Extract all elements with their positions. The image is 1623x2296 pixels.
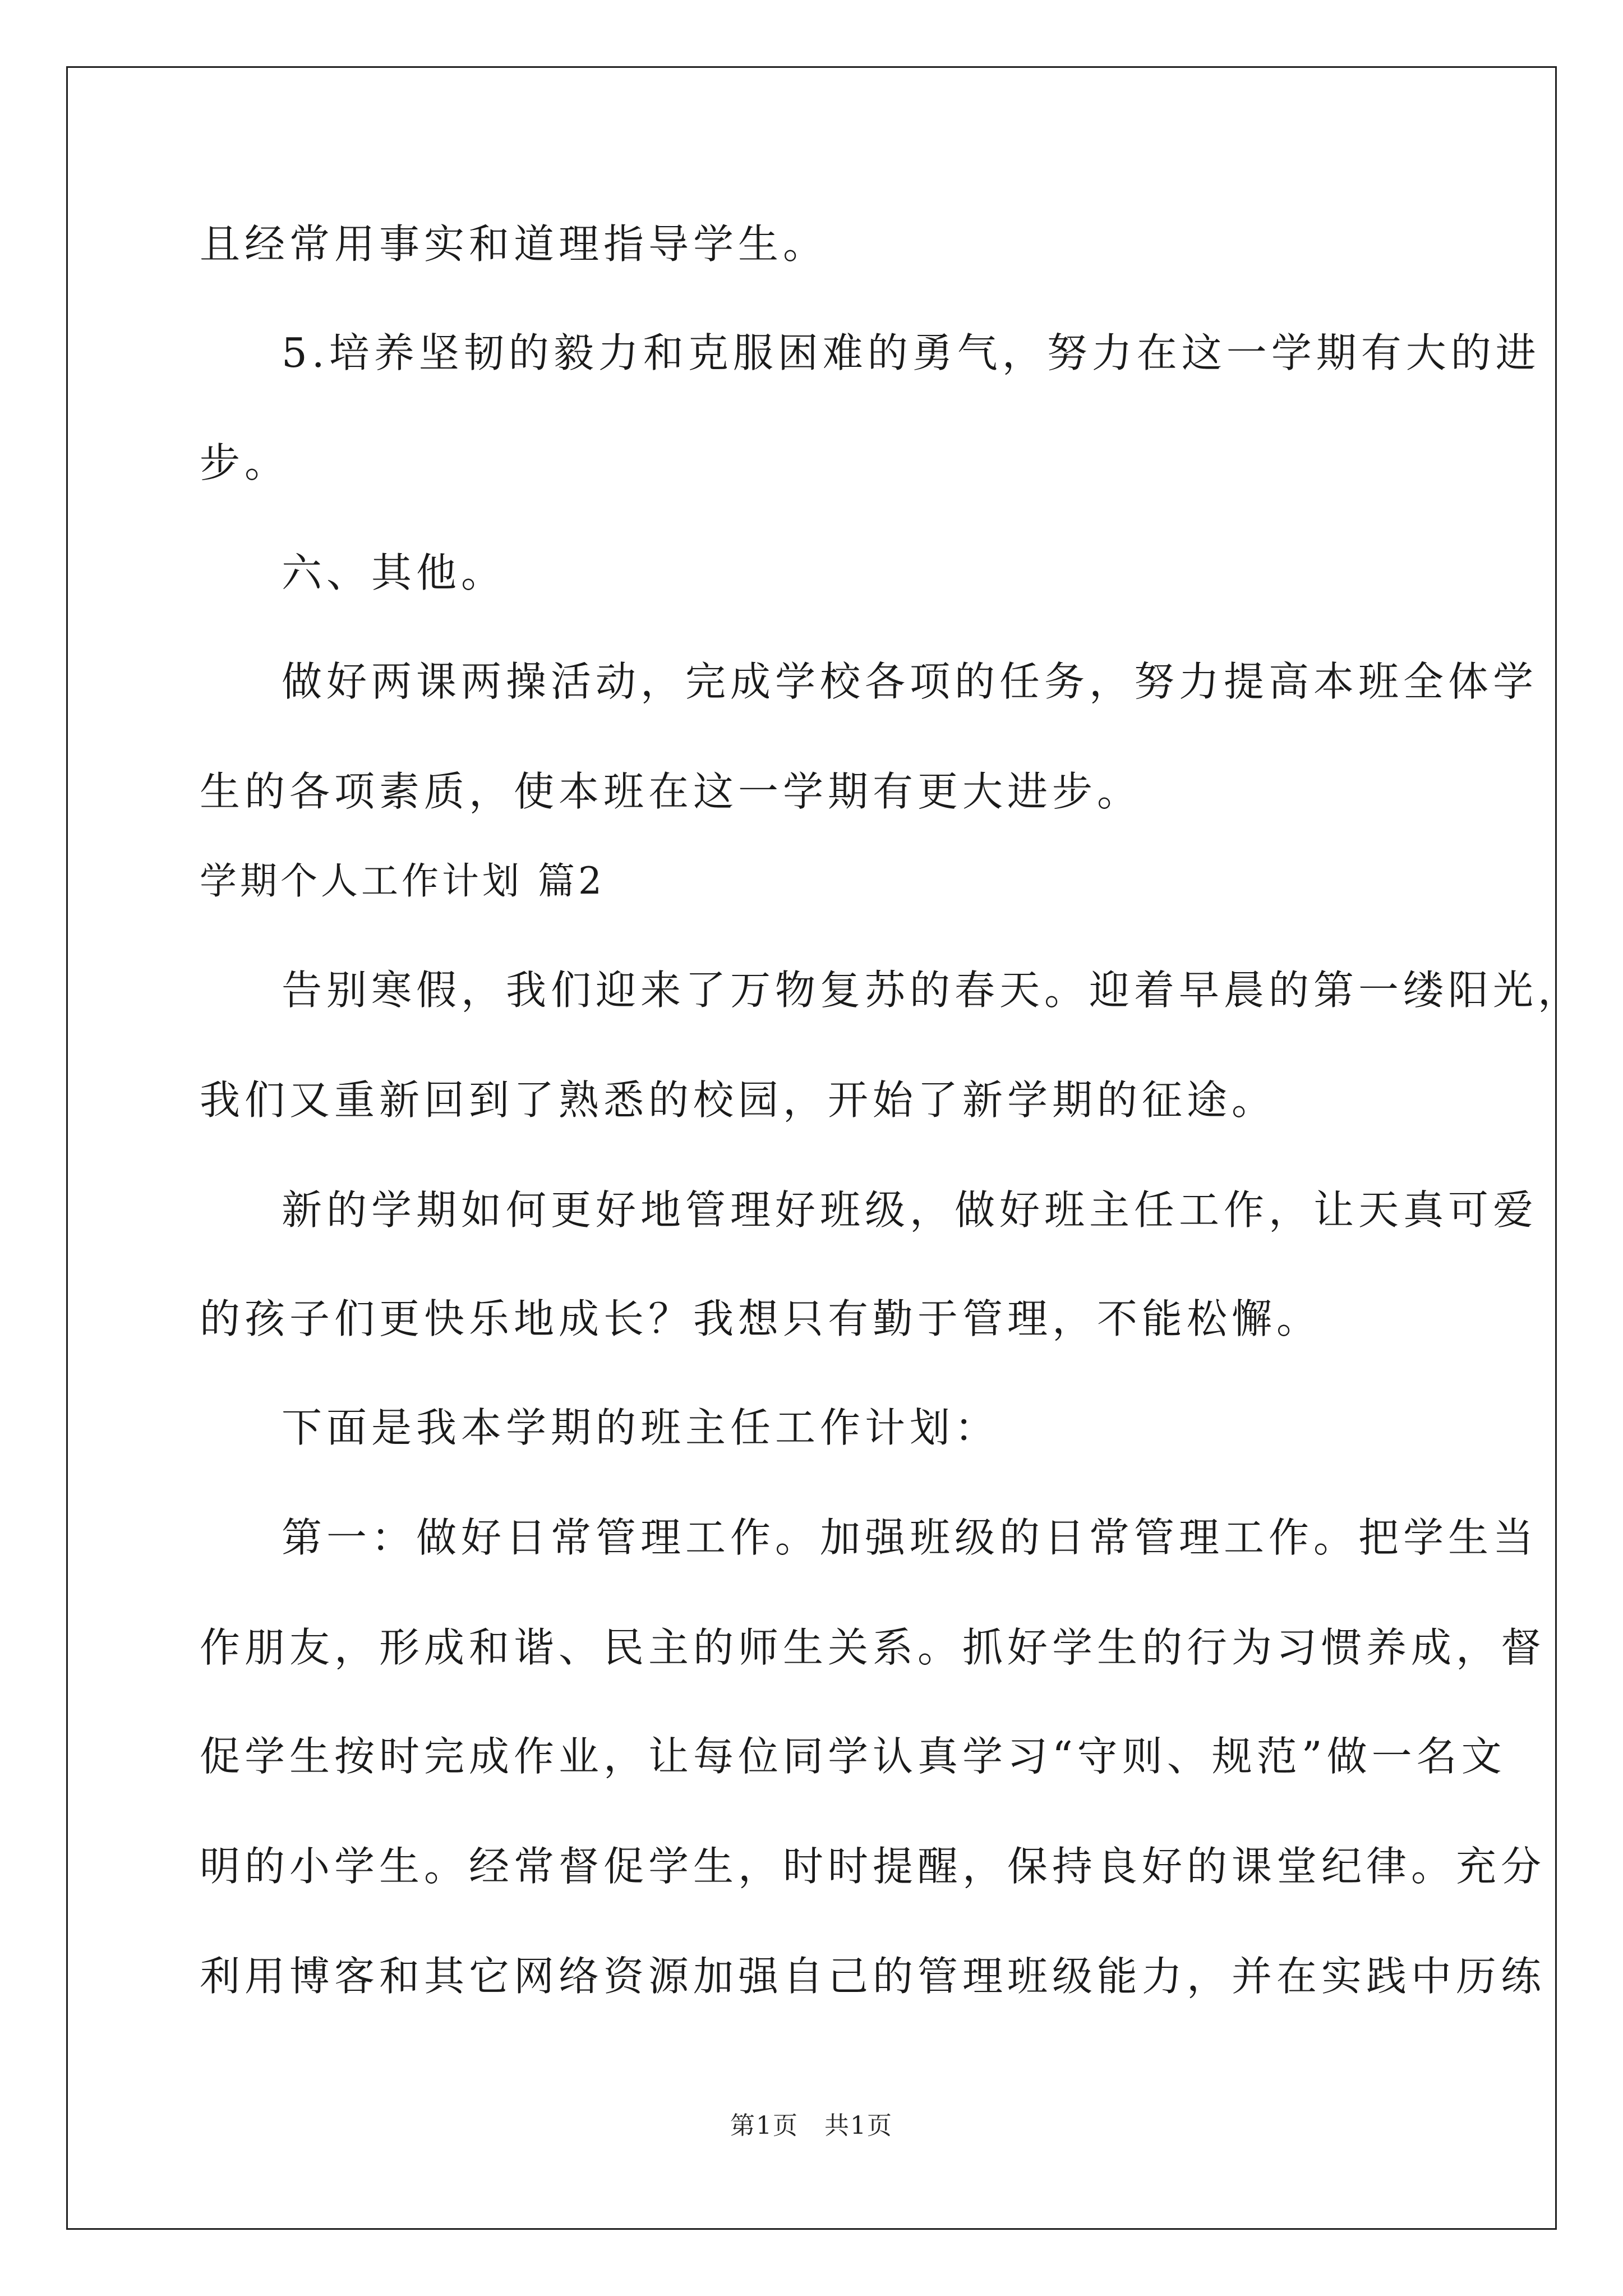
text-line: 我们又重新回到了熟悉的校园，开始了新学期的征途。 xyxy=(200,1076,1277,1124)
text-line: 的孩子们更快乐地成长？我想只有勤于管理，不能松懈。 xyxy=(200,1295,1322,1342)
text-line: 促学生按时完成作业，让每位同学认真学习“守则、规范”做一名文 xyxy=(200,1733,1506,1780)
text-line: 新的学期如何更好地管理好班级，做好班主任工作，让天真可爱 xyxy=(282,1186,1538,1234)
article-title: 学期个人工作计划 篇2 xyxy=(200,859,605,903)
text-line: 5.培养坚韧的毅力和克服困难的勇气，努力在这一学期有大的进 xyxy=(282,329,1541,376)
page-number-footer: 第1页 共1页 xyxy=(730,2111,893,2140)
text-line: 利用博客和其它网络资源加强自己的管理班级能力，并在实践中历练 xyxy=(200,1953,1546,2000)
text-line: 作朋友，形成和谐、民主的师生关系。抓好学生的行为习惯养成，督 xyxy=(200,1624,1546,1671)
text-line: 生的各项素质，使本班在这一学期有更大进步。 xyxy=(200,768,1142,815)
text-line: 第一：做好日常管理工作。加强班级的日常管理工作。把学生当 xyxy=(282,1514,1538,1561)
text-line: 步。 xyxy=(200,439,290,486)
text-line: 做好两课两操活动，完成学校各项的任务，努力提高本班全体学 xyxy=(282,658,1538,705)
text-line: 下面是我本学期的班主任工作计划： xyxy=(282,1404,1000,1451)
text-line: 且经常用事实和道理指导学生。 xyxy=(200,220,828,268)
page-border xyxy=(66,66,1557,2230)
section-heading: 六、其他。 xyxy=(282,549,506,596)
text-line: 明的小学生。经常督促学生，时时提醒，保持良好的课堂纪律。充分 xyxy=(200,1843,1546,1890)
text-line: 告别寒假，我们迎来了万物复苏的春天。迎着早晨的第一缕阳光， xyxy=(282,967,1583,1014)
